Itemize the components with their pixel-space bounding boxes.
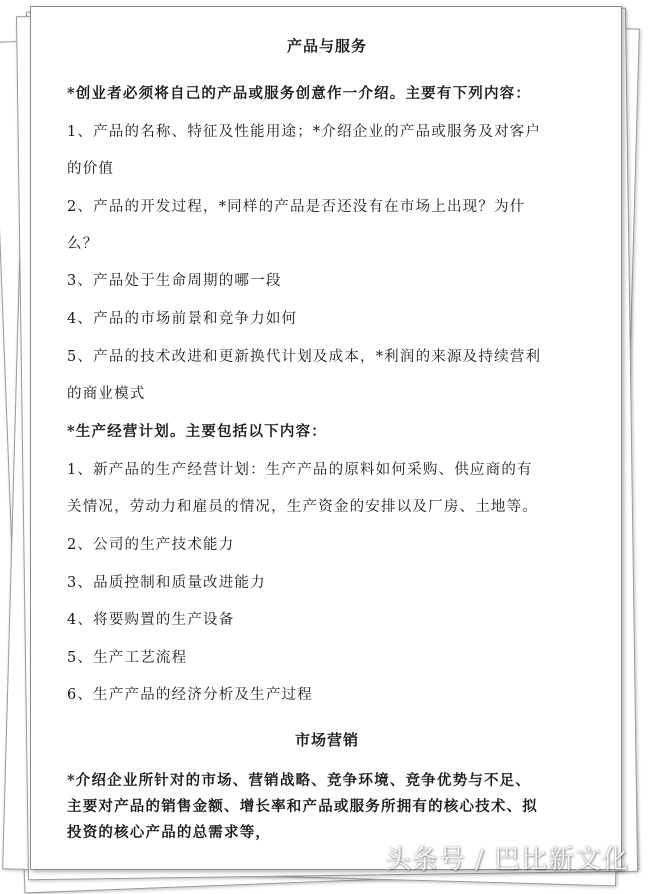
list-item: 的商业模式 [67,386,146,402]
list-item: 2、公司的生产技术能力 [67,537,235,553]
list-item: 2、产品的开发过程，*同样的产品是否还没有在市场上出现？为什 [67,199,526,215]
list-item: 4、将要购置的生产设备 [67,612,235,628]
marketing-paragraph-line: 主要对产品的销售金额、增长率和产品或服务所拥有的核心技术、拟 [67,798,538,815]
list-item: 关情况，劳动力和雇员的情况，生产资金的安排以及厂房、土地等。 [67,499,538,515]
marketing-paragraph-line: 投资的核心产品的总需求等， [67,824,272,841]
list-item: 5、生产工艺流程 [67,650,188,666]
list-item: 3、品质控制和质量改进能力 [67,575,266,591]
watermark-text: 头条号 / 巴比新文化 [384,845,629,875]
marketing-paragraph-line: *介绍企业所针对的市场、营销战略、竞争环境、竞争优势与不足、 [67,772,532,789]
list-item: 3、产品处于生命周期的哪一段 [67,273,282,289]
front-paper-sheet [30,6,622,870]
list-item: 么？ [67,236,99,252]
section-title-marketing: 市场营销 [294,731,359,749]
list-item: 6、生产产品的经济分析及生产过程 [67,687,313,703]
list-item: 4、产品的市场前景和竞争力如何 [67,311,298,327]
section-title-products-services: 产品与服务 [286,37,367,55]
list-item: 1、新产品的生产经营计划：生产产品的原料如何采购、供应商的有 [67,462,533,478]
list-item: 1、产品的名称、特征及性能用途；*介绍企业的产品或服务及对客户 [67,124,542,140]
section-intro-products: *创业者必须将自己的产品或服务创意作一介绍。主要有下列内容： [67,85,532,102]
section-intro-production: *生产经营计划。主要包括以下内容： [67,423,327,440]
list-item: 5、产品的技术改进和更新换代计划及成本，*利润的来源及持续营利 [67,349,542,365]
list-item: 的价值 [67,161,115,177]
